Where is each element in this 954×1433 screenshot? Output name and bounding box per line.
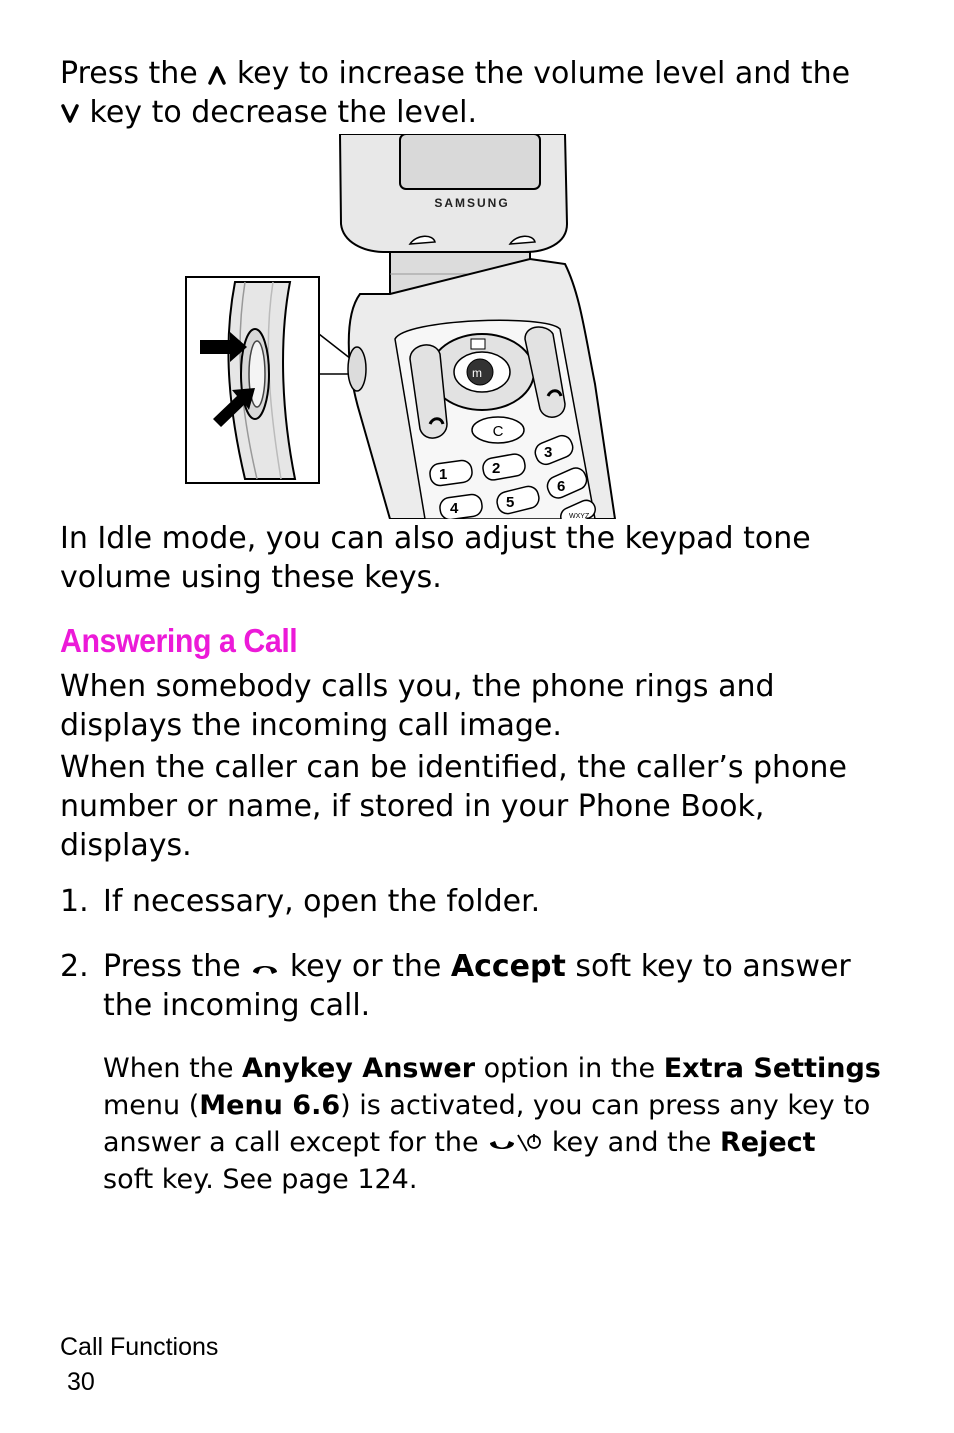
page-number: 30 [67,1368,95,1396]
step-text [103,947,903,1025]
intro-text-b: key to increase the volume level and the [236,56,851,91]
note-text-a: When the [103,1053,234,1084]
svg-text:1: 1 [439,466,448,483]
intro-text-a: Press the [60,56,198,91]
para1-line-2: displays the incoming call image. [60,708,562,743]
para1-line-1: When somebody calls you, the phone rings and [60,669,775,704]
step-text-a: Press the [103,949,241,984]
note-text-h: soft key. See page 124. [103,1164,418,1195]
note-paragraph [103,1050,893,1198]
anykey-answer-label: Anykey Answer [242,1053,476,1084]
reject-label: Reject [719,1127,816,1158]
section-heading: Answering a Call [60,622,298,659]
accept-label: Accept [450,949,566,984]
idle-text-line-2: volume using these keys. [60,560,442,595]
svg-text:m: m [472,366,482,380]
svg-text:C: C [492,423,504,440]
intro-line-2 [60,93,477,132]
svg-text:3: 3 [544,444,553,461]
svg-text:WXYZ: WXYZ [569,513,590,519]
svg-text:6: 6 [557,478,566,495]
intro-text-c: key to decrease the level. [89,95,478,130]
step-text-c: soft key to answer [575,949,851,984]
note-text-e: ) is activated, you can press any key to [340,1090,871,1121]
para2-line-3: displays. [60,828,192,863]
note-text-c: option in the [483,1053,656,1084]
svg-text:4: 4 [450,500,459,517]
phone-illustration [185,134,620,519]
menu-number-label: Menu 6.6 [199,1090,341,1121]
note-text-d: menu ( [103,1090,200,1121]
para2-line-1: When the caller can be identified, the caller’s phone [60,750,847,785]
step-text-b: key or the [289,949,442,984]
svg-text:5: 5 [506,494,515,511]
intro-line-1 [60,54,850,93]
svg-text:2: 2 [492,460,501,477]
step-text: If necessary, open the folder. [103,884,541,919]
para2-line-2: number or name, if stored in your Phone Book, [60,789,765,824]
phone-screen [400,134,540,189]
step-text-d: the incoming call. [103,988,371,1023]
volume-up-key-icon [207,63,227,87]
idle-text-line-1: In Idle mode, you can also adjust the keypad tone [60,521,811,556]
send-key-icon [250,957,280,979]
end-power-key-icon [487,1131,543,1157]
extra-settings-label: Extra Settings [663,1053,881,1084]
step-number: 1. [60,884,89,919]
note-text-f: answer a call except for the [103,1127,479,1158]
footer-section-title: Call Functions [60,1333,219,1361]
step-number: 2. [60,949,89,984]
brand-logo: SAMSUNG [434,196,510,210]
note-text-g: key and the [551,1127,712,1158]
volume-down-key-icon [60,102,80,126]
